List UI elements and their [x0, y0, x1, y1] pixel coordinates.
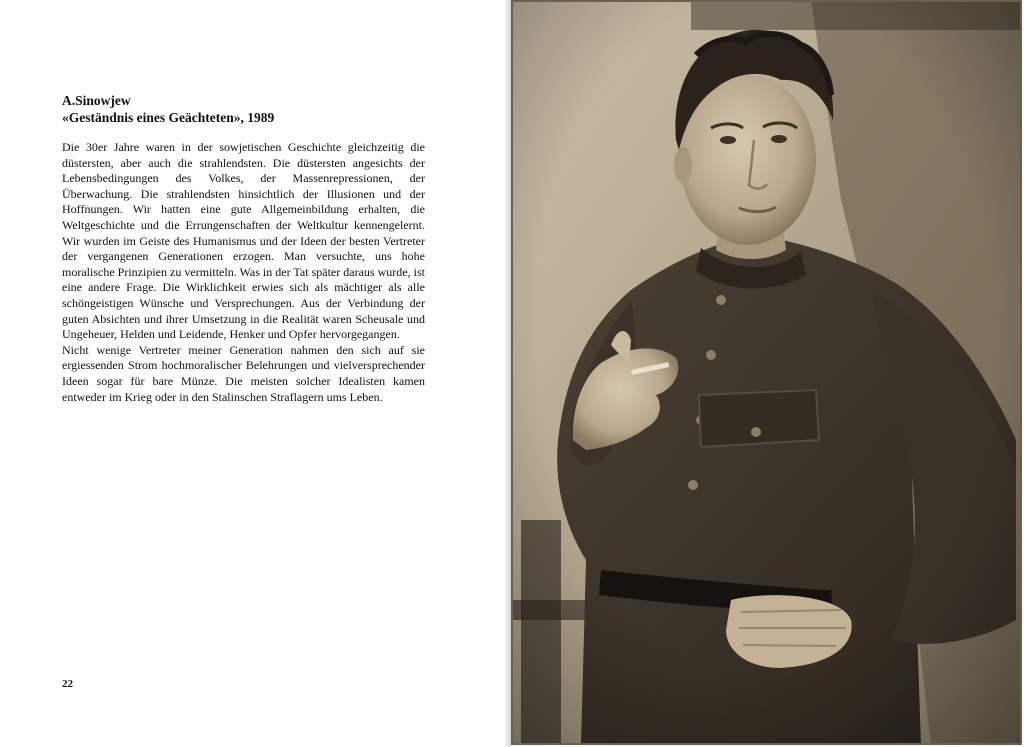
paragraph-1: Die 30er Jahre waren in der sowjetischen Geschichte gleichzeitig die düstersten, aber auch die strahlendsten. Die düstersten angesichts der Lebensbedingungen des Volkes, der Massenrepressionen, der Überwachung. Die strahlendsten hinsichtlich der Illusionen und der Hoffnungen. Wir hatten eine gute Allgemeinbildung erhalten, die Weltgeschichte und die Errungenschaften der Weltkultur kennengelernt. Wir wurden im Geiste des Humanismus und der Ideen der besten Vertreter der vergangenen Generationen erzogen. Man versuchte, uns hohe moralische Prinzipien zu vermitteln. Was in der Tat später daraus wurde, ist eine andere Frage. Die Wirklichkeit erwies sich als mächtiger als alle schöngeistigen Wünsche und Versprechungen. Aus der Verbindung der guten Absichten und ihrer Umsetzung in die Realität waren Scheusale und Ungeheuer, Helden und Leidende, Henker und Opfer hervorgegangen.	[62, 140, 425, 342]
chapter-heading	[62, 92, 442, 126]
right-page	[511, 0, 1024, 747]
body-text	[62, 140, 425, 405]
paragraph-2: Nicht wenige Vertreter meiner Generation nahmen den sich auf sie ergiessenden Strom hochmoralischer Belehrungen und vielversprechender Ideen sogar für bare Münze. Die meisten solcher Idealisten kamen entweder im Krieg oder in den Stalinschen Straflagern ums Leben.	[62, 342, 425, 404]
heading-title: «Geständnis eines Geächteten», 1989	[62, 110, 275, 125]
page-number: 22	[62, 678, 73, 690]
left-page	[0, 0, 507, 747]
portrait-photo	[511, 0, 1022, 745]
heading-author: A.Sinowjew	[62, 93, 131, 108]
